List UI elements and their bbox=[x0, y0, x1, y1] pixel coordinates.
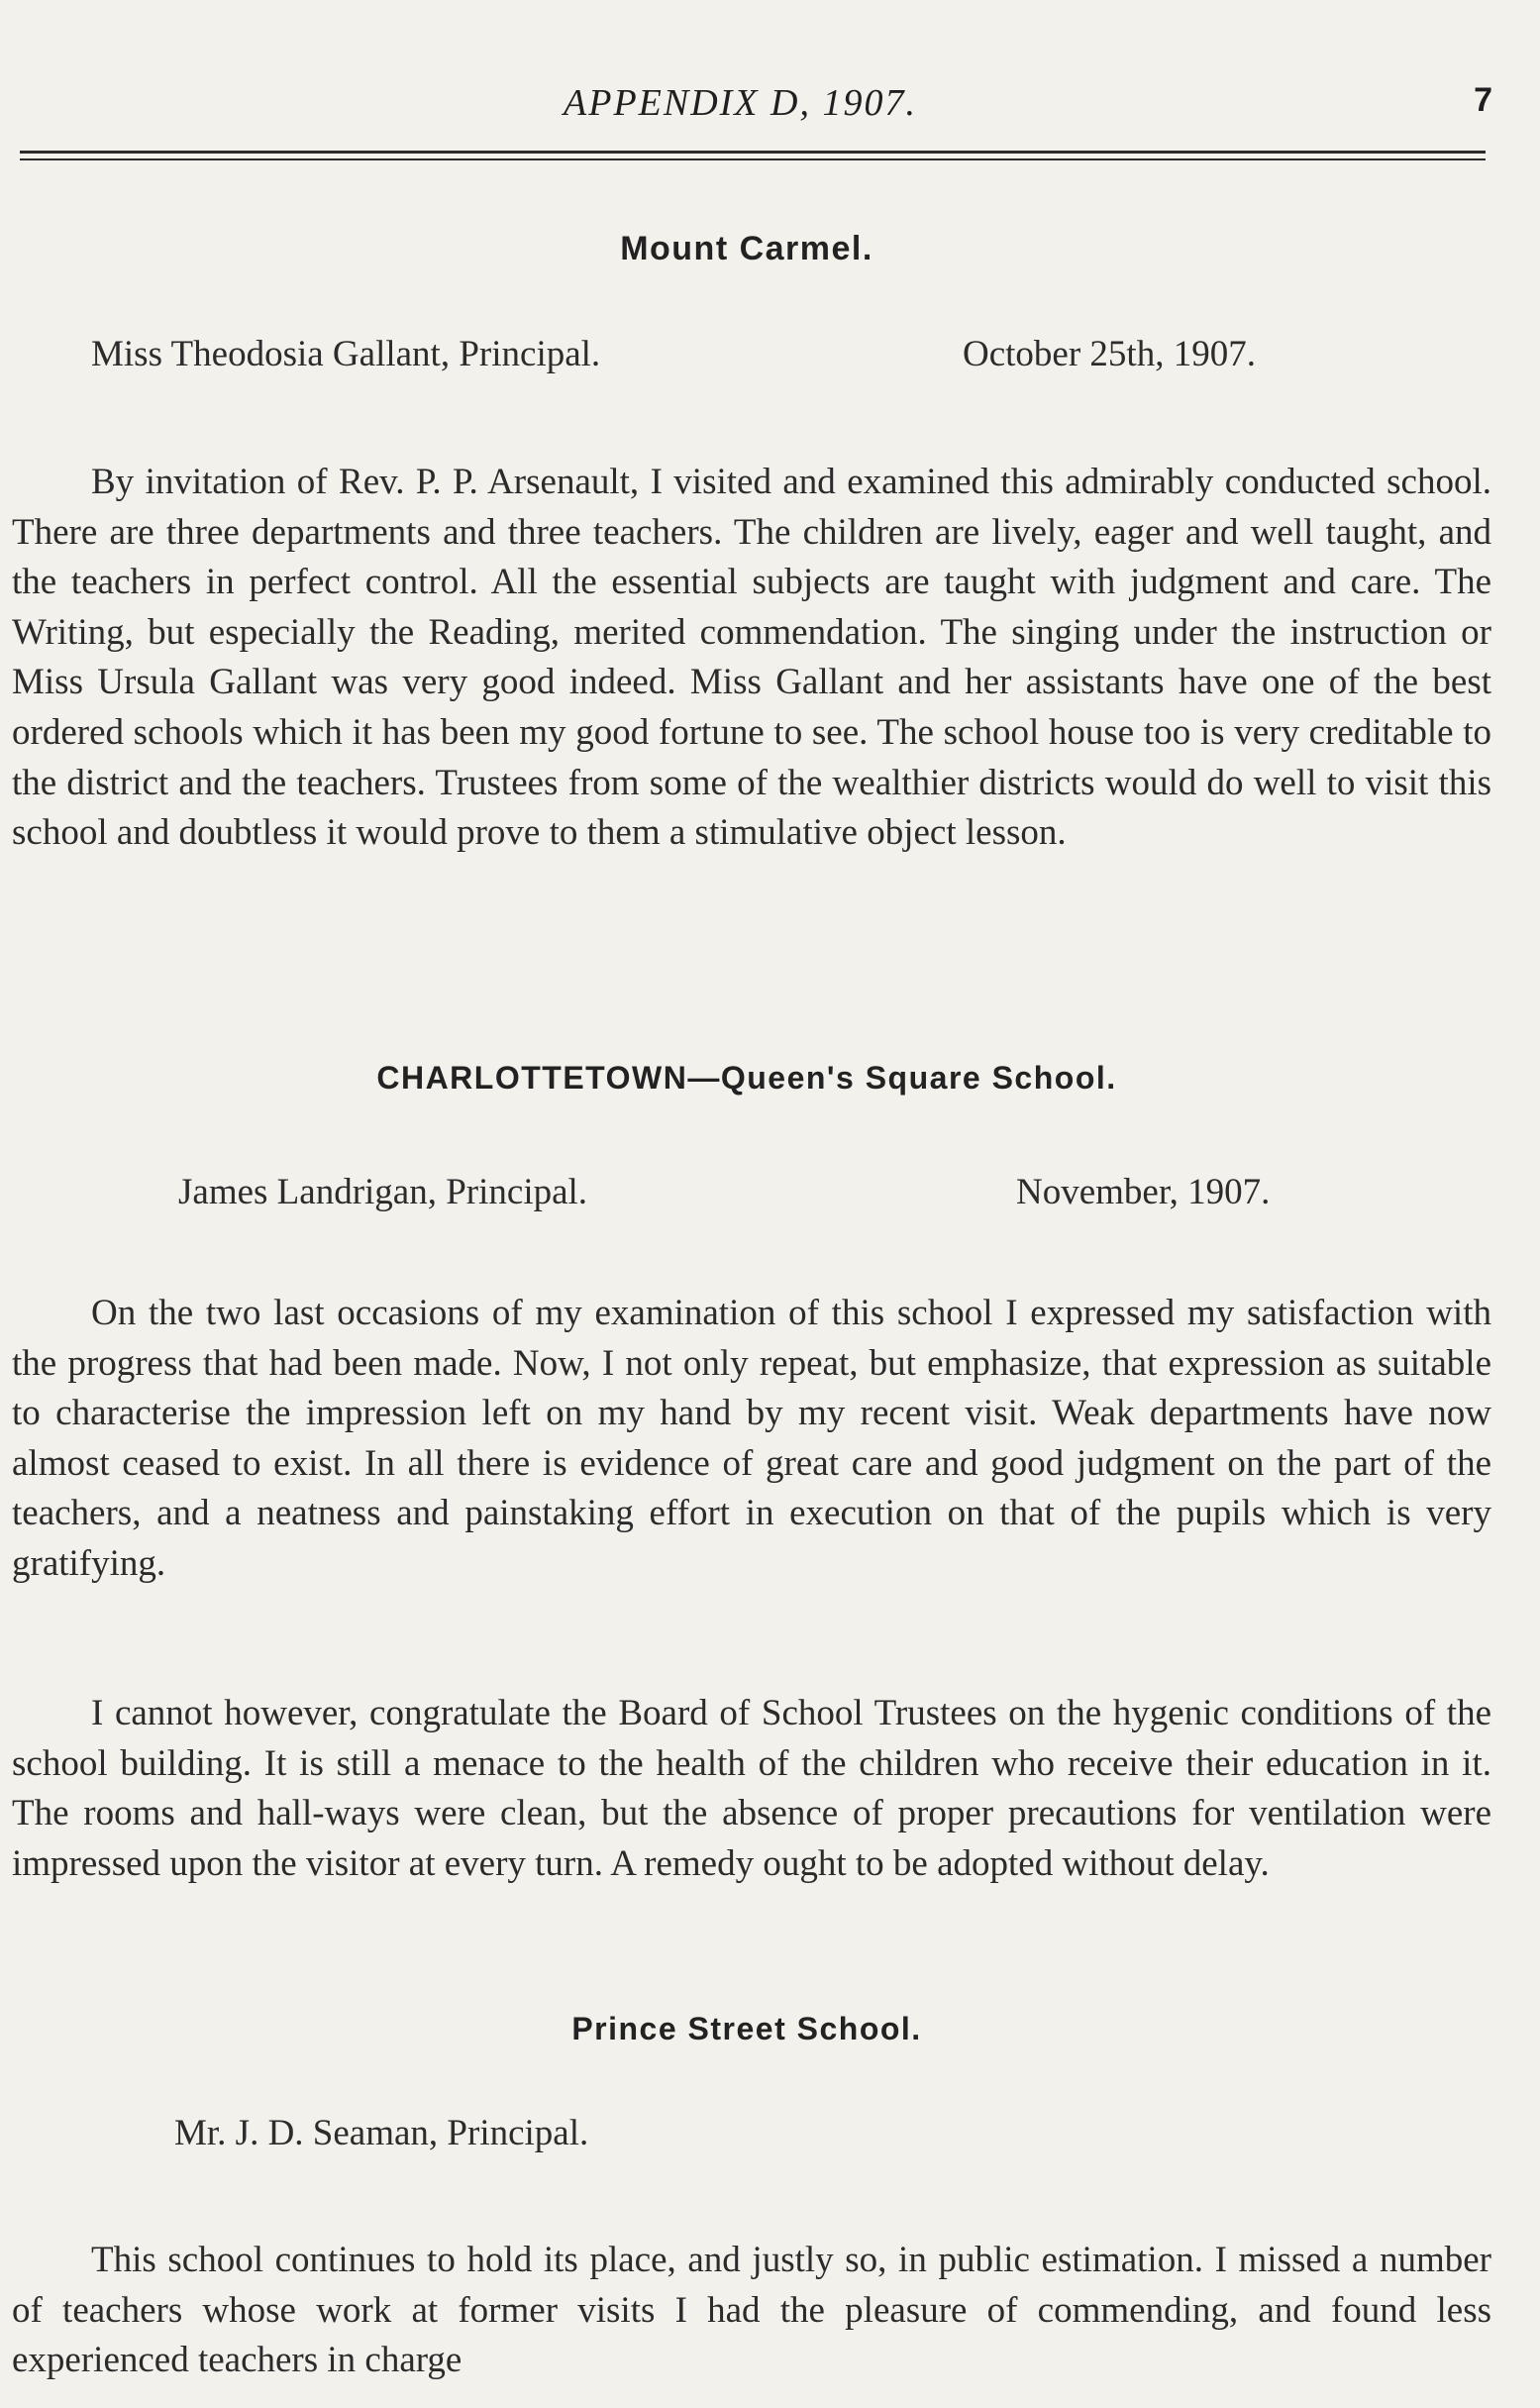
paragraph: I cannot however, congratulate the Board of School Trustees on the hygenic conditions of the school building. It is still a menace to the health of the children who receive their education in it. The rooms and hall-ways were clean, but the absence of proper precautions for ventilation were impressed upon the visitor at every turn. A remedy ought to be adopted without delay. bbox=[12, 1693, 1491, 1884]
header-rule-top bbox=[20, 151, 1486, 154]
header-rule-bottom bbox=[20, 158, 1486, 160]
report-date: November, 1907. bbox=[1016, 1172, 1271, 1212]
principal-name: Miss Theodosia Gallant, Principal. bbox=[91, 334, 601, 374]
section-meta-prince-street bbox=[0, 2112, 1540, 2159]
paragraph: On the two last occasions of my examination of this school I expressed my satisfaction with the progress that had been made. Now, I not only repeat, but emphasize, that expression as suitable to characterise the impression left on my hand by my recent visit. Weak departments have now almost ceased to exist. In all there is evidence of great care and good judgment on the part of the teachers, and a neatness and painstaking effort in execution on that of the pupils which is very gratifying. bbox=[12, 1293, 1491, 1584]
running-header bbox=[0, 81, 1540, 131]
principal-name: Mr. J. D. Seaman, Principal. bbox=[174, 2113, 589, 2153]
page-number: 7 bbox=[1474, 81, 1492, 119]
section-heading-prince-street: Prince Street School. bbox=[571, 2011, 922, 2046]
section-heading-queens-square: CHARLOTTETOWN—Queen's Square School. bbox=[376, 1060, 1117, 1096]
principal-name: James Landrigan, Principal. bbox=[178, 1172, 588, 1212]
report-date: October 25th, 1907. bbox=[963, 334, 1256, 374]
paragraph: This school continues to hold its place, and justly so, in public estimation. I missed a number of teachers whose work at former visits I had the pleasure of commending, and found less experienced teachers in charge bbox=[12, 2240, 1491, 2381]
paragraph: By invitation of Rev. P. P. Arsenault, I visited and examined this admirably conducted school. There are three departments and three teachers. The children are lively, eager and well taught, and the teachers in perfect control. All the essential subjects are taught with judgment and care. The Writing, but especially the Reading, merited commendation. The singing under the instruction or Miss Ursula Gallant was very good indeed. Miss Gallant and her assistants have one of the best ordered schools which it has been my good fortune to see. The school house too is very creditable to the district and the teachers. Trustees from some of the wealthier districts would do well to visit this school and doubtless it would prove to them a stimulative object lesson. bbox=[12, 462, 1491, 854]
section-heading-mount-carmel: Mount Carmel. bbox=[620, 230, 873, 267]
section-meta-mount-carmel bbox=[0, 333, 1540, 380]
running-header-title: APPENDIX D, 1907. bbox=[564, 82, 917, 124]
section-meta-queens-square bbox=[0, 1171, 1540, 1218]
